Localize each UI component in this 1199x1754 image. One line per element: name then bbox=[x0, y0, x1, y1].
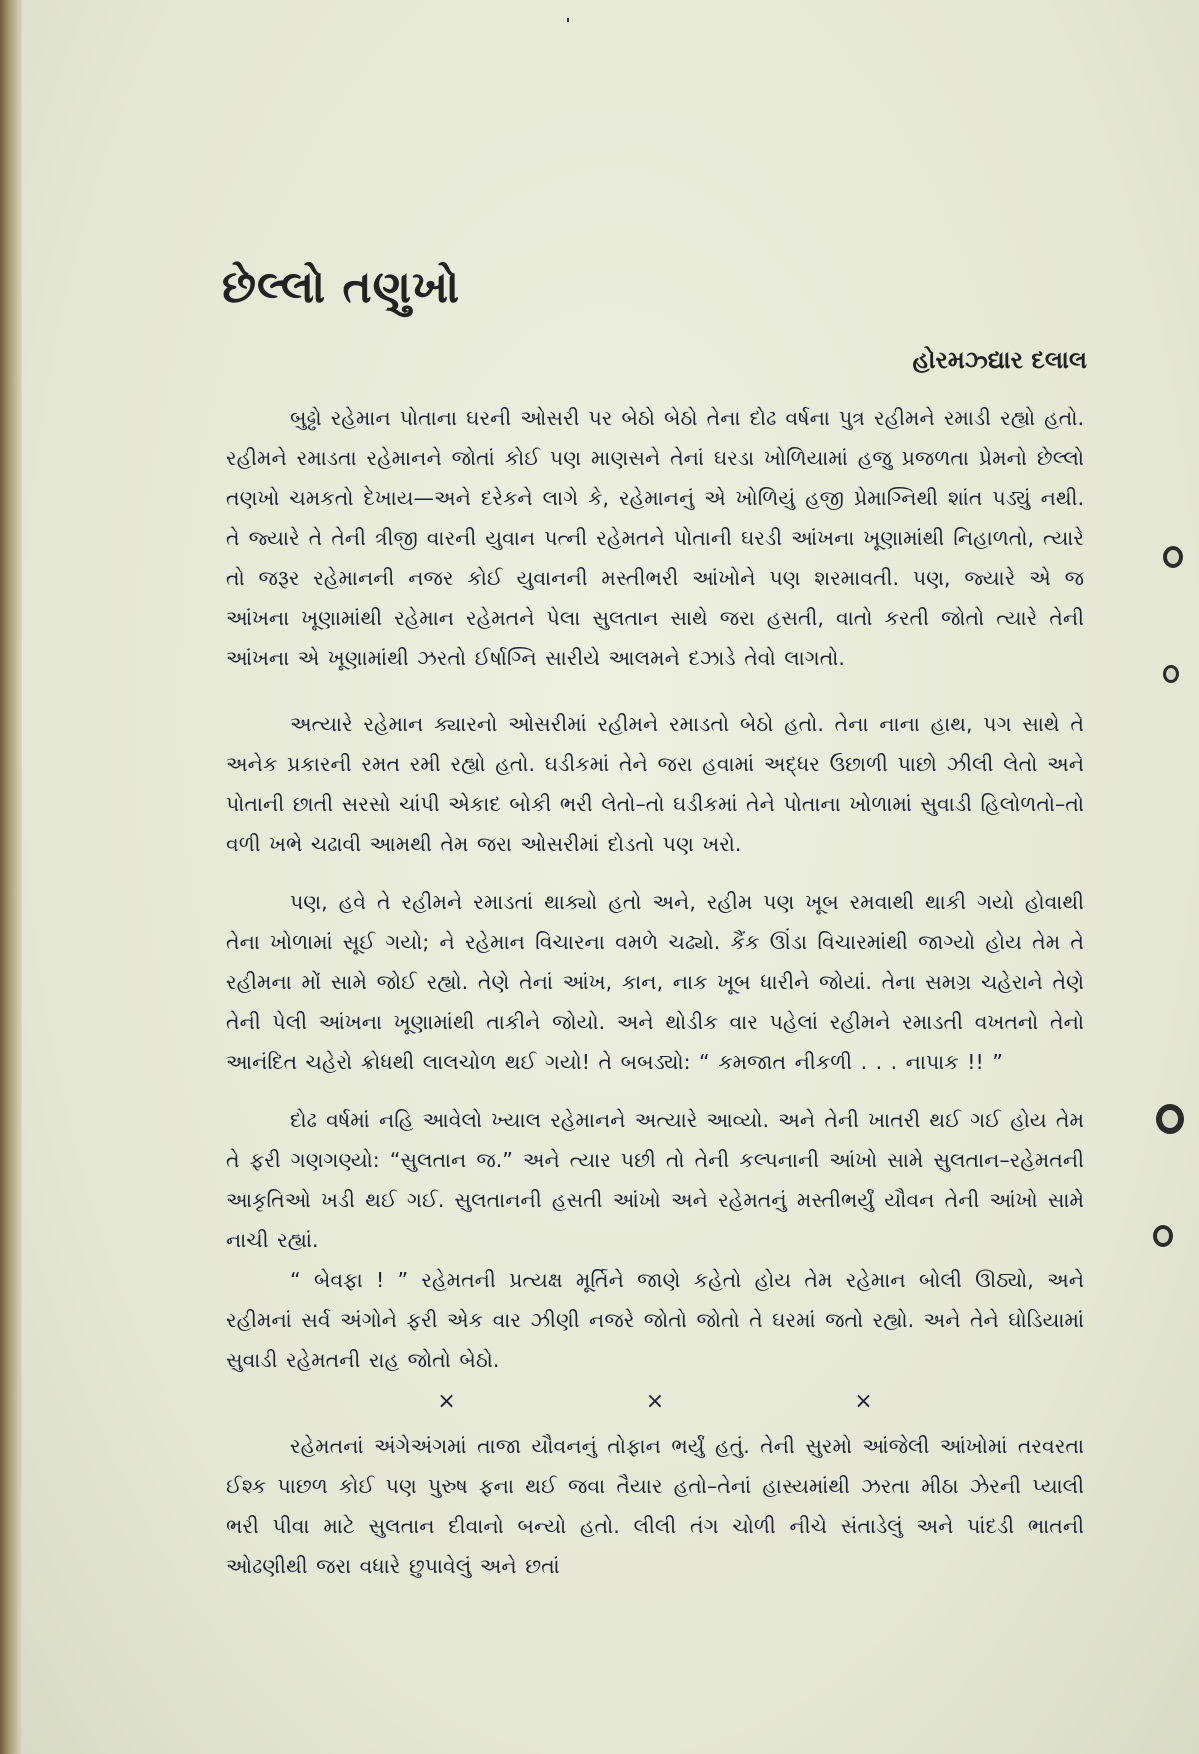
paragraph-5: “ બેવફા ! ” રહેમતની પ્રત્યક્ષ મૂર્તિને જાણે કહેતો હોય તેમ રહેમાન બોલી ઊઠ્યો, અને રહીમનાં સર્વ અંગોને ફરી એક વાર ઝીણી નજરે જોતો જોતો તે ઘરમાં જતો રહ્યો. અને તેને ઘોડિયામાં સુવાડી રહેમતની રાહ જોતો બેઠો. bbox=[226, 1268, 1084, 1372]
ink-speck bbox=[567, 18, 569, 22]
paragraph-3: પણ, હવે તે રહીમને રમાડતાં થાક્યો હતો અને, રહીમ પણ ખૂબ રમવાથી થાકી ગયો હોવાથી તેના ખોળામાં સૂઈ ગયો; ને રહેમાન વિચારના વમળે ચઢ્યો. કૈંક ઊંડા વિચારમાંથી જાગ્યો હોય તેમ તે રહીમના મોં સામે જોઈ રહ્યો. તેણે તેનાં આંખ, કાન, નાક ખૂબ ધારીને જોયાં. તેના સમગ્ર ચહેરાને તેણે તેની પેલી આંખના ખૂણામાંથી તાકીને જોયો. અને થોડીક વાર પહેલાં રહીમને રમાડતી વખતનો તેનો આનંદિત ચહેરો ક્રોધથી લાલચોળ થઈ ગયો! તે બબડ્યો: “ કમજાત નીકળી . . . નાપાક !! ” bbox=[226, 890, 1084, 1074]
separator-mark: × bbox=[437, 1389, 456, 1414]
section-separator bbox=[226, 1386, 1084, 1418]
story-body bbox=[226, 398, 1084, 1586]
author-name: હોરમઝ્દ્યાર દલાલ bbox=[912, 346, 1087, 374]
binding-hole bbox=[1153, 1225, 1173, 1247]
book-spine bbox=[0, 0, 22, 1754]
paragraph-4: દોઢ વર્ષમાં નહિ આવેલો ખ્યાલ રહેમાનને અત્યારે આવ્યો. અને તેની ખાતરી થઈ ગઈ હોય તેમ તે ફરી ગણગણ્યો: “સુલતાન જ.” અને ત્યાર પછી તો તેની કલ્પનાની આંખો સામે સુલતાન–રહેમતની આકૃતિઓ ખડી થઈ ગઈ. સુલતાનની હસતી આંખો અને રહેમતનું મસ્તીભર્યું યૌવન તેની આંખો સામે નાચી રહ્યાં. bbox=[226, 1108, 1084, 1252]
paragraph-6: રહેમતનાં અંગેઅંગમાં તાજા યૌવનનું તોફાન ભર્યું હતું. તેની સુરમો આંજેલી આંખોમાં તરવરતા ઈશ્ક પાછળ કોઈ પણ પુરુષ ફના થઈ જવા તૈયાર હતો–તેનાં હાસ્યમાંથી ઝરતા મીઠા ઝેરની પ્યાલી ભરી પીવા માટે સુલતાન દીવાનો બન્યો હતો. લીલી તંગ ચોળી નીચે સંતાડેલું અને પાંદડી ભાતની ઓઢણીથી જરા વધારે છુપાવેલું અને છતાં bbox=[226, 1434, 1084, 1578]
paragraph-2: અત્યારે રહેમાન ક્યારનો ઓસરીમાં રહીમને રમાડતો બેઠો હતો. તેના નાના હાથ, પગ સાથે તે અનેક પ્રકારની રમત રમી રહ્યો હતો. ઘડીકમાં તેને જરા હવામાં અદ્ધર ઉછાળી પાછો ઝીલી લેતો અને પોતાની છાતી સરસો ચાંપી એકાદ બોકી ભરી લેતો–તો ઘડીકમાં તેને પોતાના ખોળામાં સુવાડી હિલોળતો–તો વળી ખભે ચઢાવી આમથી તેમ જરા ઓસરીમાં દોડતો પણ ખરો. bbox=[226, 712, 1084, 856]
binding-hole bbox=[1163, 665, 1179, 683]
binding-hole bbox=[1156, 1104, 1184, 1134]
paragraph-1: બુઢ્ઢો રહેમાન પોતાના ઘરની ઓસરી પર બેઠો બેઠો તેના દોઢ વર્ષના પુત્ર રહીમને રમાડી રહ્યો હતો. રહીમને રમાડતા રહેમાનને જોતાં કોઈ પણ માણસને તેનાં ઘરડા ખોળિયામાં હજુ પ્રજળતા પ્રેમનો છેલ્લો તણખો ચમકતો દેખાય—અને દરેકને લાગે કે, રહેમાનનું એ ખોળિયું હજી પ્રેમાગ્નિથી શાંત પડ્યું નથી. તે જ્યારે તે તેની ત્રીજી વારની યુવાન પત્ની રહેમતને પોતાની ઘરડી આંખના ખૂણામાંથી નિહાળતો, ત્યારે તો જરૂર રહેમાનની નજર કોઈ યુવાનની મસ્તીભરી આંખોને પણ શરમાવતી. પણ, જ્યારે એ જ આંખના ખૂણામાંથી રહેમાન રહેમતને પેલા સુલતાન સાથે જરા હસતી, વાતો કરતી જોતો ત્યારે તેની આંખના એ ખૂણામાંથી ઝરતો ઈર્ષાગ્નિ સારીયે આલમને દઝાડે તેવો લાગતો. bbox=[226, 406, 1084, 670]
story-title: છેલ્લો તણુખો bbox=[222, 262, 461, 313]
separator-mark: × bbox=[854, 1389, 873, 1414]
binding-hole bbox=[1163, 546, 1183, 568]
separator-mark: × bbox=[645, 1389, 665, 1414]
